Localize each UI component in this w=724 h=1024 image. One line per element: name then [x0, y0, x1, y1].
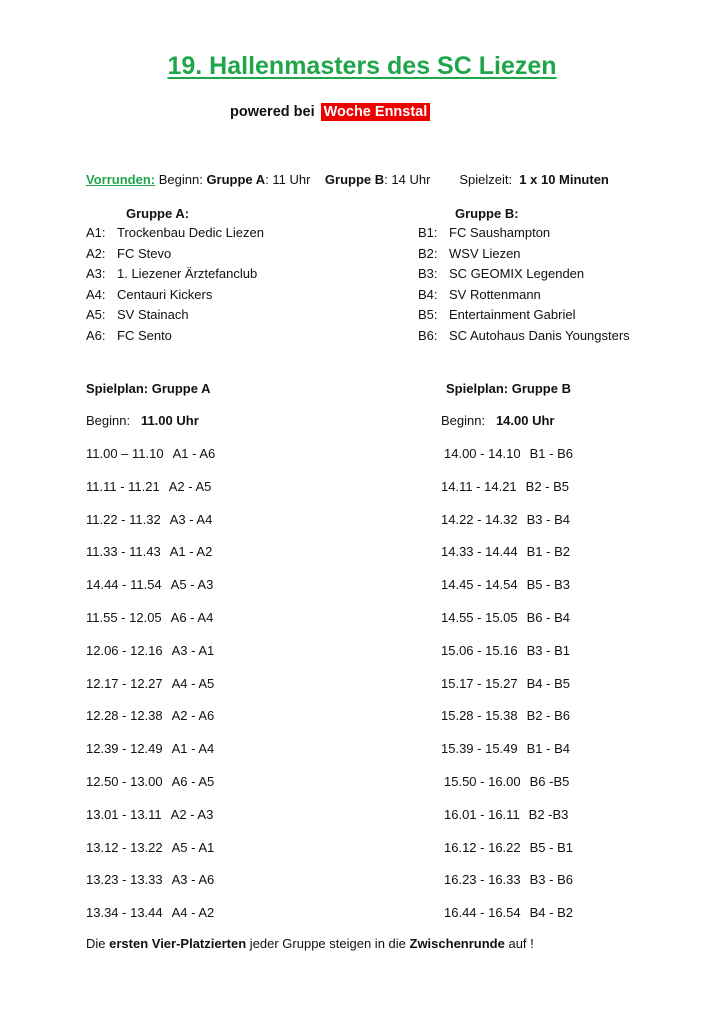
match-time: 13.01 - 13.11 [86, 806, 162, 822]
team-row [86, 266, 257, 281]
match-pairing: A1 - A2 [169, 544, 213, 560]
match-row [86, 446, 215, 461]
match-pairing: A3 - A4 [169, 511, 213, 527]
match-pairing: B2 -B3 [528, 806, 569, 822]
match-time: 16.01 - 16.11 [444, 806, 520, 822]
match-pairing: A3 - A6 [171, 872, 215, 888]
match-pairing: B6 - B4 [526, 610, 570, 625]
match-pairing: A2 - A5 [168, 478, 212, 494]
match-time: 14.45 - 14.54 [441, 577, 518, 593]
team-name: SV Stainach [117, 307, 189, 322]
match-time: 13.12 - 13.22 [86, 839, 163, 855]
match-time: 12.06 - 12.16 [86, 642, 163, 658]
match-row [86, 807, 213, 822]
team-name: SC GEOMIX Legenden [449, 266, 585, 281]
match-row [444, 840, 573, 855]
match-pairing: B2 - B5 [525, 478, 570, 494]
match-row [441, 610, 570, 625]
sponsor-line [230, 104, 430, 120]
match-row [441, 676, 570, 691]
schedule-b-beginn-value: 14.00 Uhr [495, 413, 555, 428]
team-code: A3: [86, 266, 106, 281]
match-time: 13.23 - 13.33 [86, 872, 163, 888]
match-row [86, 643, 214, 658]
team-name: Trockenbau Dedic Liezen [117, 225, 264, 240]
match-row [86, 544, 212, 559]
match-pairing: B4 - B2 [529, 905, 573, 921]
match-time: 15.28 - 15.38 [441, 708, 518, 724]
team-code: A2: [86, 245, 106, 261]
match-time: 14.33 - 14.44 [441, 544, 518, 560]
match-pairing: A1 - A4 [171, 741, 215, 757]
match-time: 11.00 – 11.10 [86, 446, 164, 461]
match-row [444, 905, 573, 920]
match-pairing: A4 - A2 [171, 905, 215, 921]
match-pairing: B4 - B5 [526, 675, 570, 691]
match-time: 14.44 - 11.54 [86, 577, 162, 593]
match-time: 15.17 - 15.27 [441, 675, 518, 691]
match-row [444, 872, 573, 887]
match-time: 12.50 - 13.00 [86, 774, 163, 789]
team-row [86, 246, 171, 261]
match-time: 16.23 - 16.33 [444, 872, 521, 888]
team-code: A6: [86, 327, 106, 343]
match-pairing: A5 - A3 [170, 577, 214, 593]
team-name: SC Autohaus Danis Youngsters [449, 327, 630, 343]
team-name: FC Stevo [117, 245, 172, 261]
match-pairing: B5 - B1 [529, 839, 573, 855]
team-row [418, 225, 550, 240]
match-pairing: A6 - A5 [171, 774, 215, 789]
beginn-label: Beginn: [158, 172, 203, 187]
match-pairing: A2 - A3 [170, 806, 214, 822]
match-row [86, 676, 214, 691]
match-row [441, 479, 569, 494]
team-code: B4: [418, 286, 438, 302]
match-time: 15.06 - 15.16 [441, 642, 518, 658]
team-code: A4: [86, 286, 106, 302]
match-row [86, 577, 213, 592]
team-row [418, 266, 584, 281]
team-code: B5: [418, 307, 438, 322]
match-time: 11.22 - 11.32 [86, 511, 161, 527]
vorrunden-label: Vorrunden: [86, 172, 156, 187]
team-row [86, 225, 264, 240]
match-time: 11.55 - 12.05 [86, 610, 162, 625]
team-row [418, 328, 630, 343]
qualification-note [86, 936, 534, 951]
match-pairing: A4 - A5 [171, 675, 215, 691]
schedule-a-beginn [86, 413, 199, 428]
team-code: B2: [418, 245, 438, 261]
team-row [418, 307, 575, 322]
team-name: Centauri Kickers [117, 286, 213, 302]
page-title: 19. Hallenmasters des SC Liezen [167, 52, 557, 80]
match-row [86, 708, 214, 723]
match-row [444, 774, 569, 789]
match-pairing: B6 -B5 [529, 774, 570, 789]
team-row [86, 328, 172, 343]
match-pairing: B3 - B6 [529, 872, 573, 888]
match-pairing: B1 - B4 [526, 741, 570, 757]
match-time: 16.12 - 16.22 [444, 839, 521, 855]
match-time: 14.00 - 14.10 [444, 446, 521, 461]
team-row [86, 287, 212, 302]
note-part-2: jeder Gruppe steigen in die [246, 936, 410, 951]
match-time: 13.34 - 13.44 [86, 905, 163, 921]
match-pairing: B3 - B1 [526, 642, 570, 658]
match-row [86, 840, 214, 855]
schedule-b-heading: Spielplan: Gruppe B [446, 381, 571, 396]
team-name: 1. Liezener Ärztefanclub [117, 266, 258, 281]
match-time: 15.50 - 16.00 [444, 774, 521, 789]
team-name: SV Rottenmann [449, 286, 541, 302]
schedule-a-beginn-label: Beginn: [86, 413, 131, 428]
schedule-a-heading: Spielplan: Gruppe A [86, 381, 211, 396]
team-name: Entertainment Gabriel [449, 307, 576, 322]
match-row [86, 479, 211, 494]
match-pairing: A3 - A1 [171, 642, 215, 658]
group-a-heading: Gruppe A: [126, 206, 190, 221]
match-pairing: A2 - A6 [171, 708, 215, 724]
match-time: 16.44 - 16.54 [444, 905, 521, 921]
gruppe-b-label: Gruppe B [324, 172, 385, 187]
team-row [86, 307, 189, 322]
match-row [444, 446, 573, 461]
team-code: B6: [418, 327, 438, 343]
team-name: WSV Liezen [449, 245, 521, 261]
match-time: 12.28 - 12.38 [86, 708, 163, 724]
team-row [418, 287, 541, 302]
match-row [86, 872, 214, 887]
team-row [418, 246, 521, 261]
match-pairing: A6 - A4 [170, 610, 214, 625]
note-bold-2: Zwischenrunde [409, 936, 505, 951]
gruppe-b-time: : 14 Uhr [384, 172, 431, 187]
match-time: 15.39 - 15.49 [441, 741, 518, 757]
match-row [441, 512, 570, 527]
match-row [441, 708, 570, 723]
spielzeit-label: Spielzeit: [459, 172, 513, 187]
match-pairing: A1 - A6 [172, 446, 216, 461]
match-row [441, 577, 570, 592]
team-code: B3: [418, 266, 438, 281]
team-name: FC Saushampton [449, 225, 551, 240]
match-time: 14.22 - 14.32 [441, 511, 518, 527]
match-pairing: A5 - A1 [171, 839, 215, 855]
match-time: 14.55 - 15.05 [441, 610, 518, 625]
match-pairing: B2 - B6 [526, 708, 570, 724]
vorrunden-info [86, 172, 609, 187]
note-part-1: Die [86, 936, 110, 951]
match-row [444, 807, 568, 822]
match-row [86, 905, 214, 920]
match-row [86, 610, 213, 625]
match-time: 14.11 - 14.21 [441, 478, 517, 494]
schedule-b-beginn [441, 413, 554, 428]
team-code: B1: [418, 225, 438, 240]
match-pairing: B1 - B6 [529, 446, 573, 461]
team-code: A1: [86, 225, 106, 240]
match-time: 11.11 - 11.21 [86, 478, 160, 494]
match-row [86, 512, 212, 527]
schedule-a-beginn-value: 11.00 Uhr [140, 413, 199, 428]
gruppe-a-label: Gruppe A [206, 172, 266, 187]
match-pairing: B5 - B3 [526, 577, 570, 593]
note-part-3: auf ! [504, 936, 534, 951]
match-pairing: B3 - B4 [526, 511, 570, 527]
match-time: 12.39 - 12.49 [86, 741, 163, 757]
sponsor-brand: Woche Ennstal [321, 103, 431, 121]
match-row [441, 544, 570, 559]
match-time: 12.17 - 12.27 [86, 675, 163, 691]
match-row [86, 741, 214, 756]
spielzeit-value: 1 x 10 Minuten [519, 172, 609, 187]
group-b-heading: Gruppe B: [455, 206, 519, 221]
note-bold-1: ersten Vier-Platzierten [109, 936, 247, 951]
gruppe-a-time: : 11 Uhr [265, 172, 311, 187]
schedule-b-beginn-label: Beginn: [441, 413, 486, 428]
team-code: A5: [86, 307, 106, 322]
team-name: FC Sento [117, 327, 172, 343]
match-row [441, 741, 570, 756]
match-pairing: B1 - B2 [526, 544, 570, 560]
match-row [86, 774, 214, 789]
match-row [441, 643, 570, 658]
match-time: 11.33 - 11.43 [86, 544, 161, 560]
powered-prefix: powered bei [230, 104, 315, 120]
